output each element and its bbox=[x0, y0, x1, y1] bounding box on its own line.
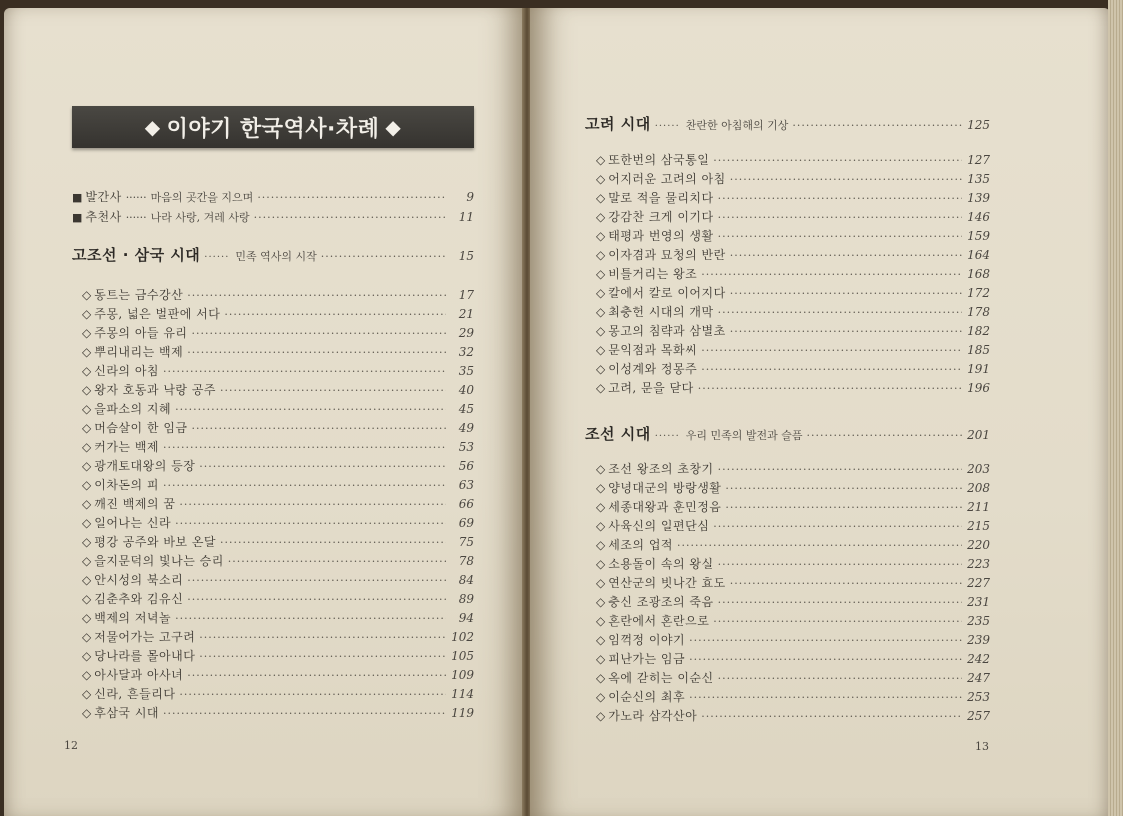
leader-dots bbox=[163, 479, 446, 492]
page-number: 242 bbox=[967, 652, 990, 666]
page-number: 35 bbox=[458, 364, 474, 378]
diamond-bullet-icon: ◇ bbox=[596, 709, 606, 723]
page-number: 56 bbox=[458, 459, 474, 473]
toc-entry[interactable] bbox=[596, 246, 990, 263]
leader-dots bbox=[701, 363, 962, 376]
diamond-bullet-icon: ◇ bbox=[596, 153, 606, 167]
front-matter-entry[interactable] bbox=[72, 208, 474, 225]
leader-dots bbox=[689, 634, 962, 647]
page-number: 40 bbox=[458, 383, 474, 397]
entry-subtitle: 마음의 곳간을 지으며 bbox=[150, 191, 254, 204]
toc-entry[interactable] bbox=[596, 536, 990, 553]
diamond-bullet-icon: ◇ bbox=[82, 706, 92, 720]
page-number: 182 bbox=[967, 324, 990, 338]
diamond-bullet-icon: ◇ bbox=[82, 516, 92, 530]
leader-dots bbox=[718, 558, 962, 571]
page-number: 114 bbox=[451, 687, 474, 701]
page-number: 247 bbox=[967, 671, 990, 685]
leader-dots bbox=[725, 501, 962, 514]
toc-entry[interactable] bbox=[596, 574, 990, 591]
entry-title: 최충헌 시대의 개막 bbox=[608, 305, 714, 319]
diamond-bullet-icon: ◇ bbox=[596, 248, 606, 262]
entry-title: 조선 시대 bbox=[585, 425, 651, 443]
toc-entry[interactable] bbox=[596, 593, 990, 610]
leader-dots bbox=[718, 192, 962, 205]
entry-subtitle: 우리 민족의 발전과 슬픔 bbox=[685, 429, 803, 442]
entry-title: 고려, 문을 닫다 bbox=[608, 381, 694, 395]
page-number: 159 bbox=[967, 229, 990, 243]
page-number: 63 bbox=[458, 478, 474, 492]
toc-entry[interactable] bbox=[82, 476, 474, 493]
toc-title: 이야기 한국역사·차례 bbox=[166, 116, 380, 142]
diamond-bullet-icon: ◇ bbox=[596, 267, 606, 281]
entry-title: 몽고의 침략과 삼별초 bbox=[608, 324, 726, 338]
leader-dots bbox=[228, 555, 446, 568]
leader-dots bbox=[175, 517, 446, 530]
section-heading[interactable] bbox=[585, 113, 990, 134]
page-number: 211 bbox=[967, 500, 990, 514]
toc-entry[interactable] bbox=[596, 189, 990, 206]
toc-entry[interactable] bbox=[596, 631, 990, 648]
leader-dots bbox=[713, 154, 962, 167]
entry-subtitle: 나라 사랑, 겨레 사랑 bbox=[150, 211, 250, 224]
page-number: 215 bbox=[967, 519, 990, 533]
page-number: 105 bbox=[451, 649, 474, 663]
page-number: 32 bbox=[458, 345, 474, 359]
toc-entry[interactable] bbox=[596, 227, 990, 244]
entry-title: 양녕대군의 방랑생활 bbox=[608, 481, 722, 495]
toc-entry[interactable] bbox=[596, 303, 990, 320]
page-number: 109 bbox=[451, 668, 474, 682]
diamond-bullet-icon: ◇ bbox=[596, 595, 606, 609]
leader-dots bbox=[163, 707, 446, 720]
toc-entry[interactable] bbox=[82, 400, 474, 417]
leader-dots bbox=[192, 327, 446, 340]
leader-dots: ······ bbox=[654, 431, 680, 442]
diamond-bullet-icon: ◇ bbox=[82, 383, 92, 397]
diamond-bullet-icon: ◇ bbox=[82, 478, 92, 492]
entry-title: 가노라 삼각산아 bbox=[608, 709, 698, 723]
entry-subtitle: 찬란한 아침해의 기상 bbox=[685, 119, 789, 132]
square-bullet-icon: ■ bbox=[72, 191, 83, 204]
leader-dots bbox=[677, 539, 962, 552]
diamond-bullet-icon: ◇ bbox=[596, 557, 606, 571]
diamond-bullet-icon: ◇ bbox=[82, 554, 92, 568]
page-number: 168 bbox=[967, 267, 990, 281]
page-number: 220 bbox=[967, 538, 990, 552]
leader-dots bbox=[689, 691, 962, 704]
toc-entry[interactable] bbox=[596, 555, 990, 572]
page-number: 102 bbox=[451, 630, 474, 644]
leader-dots bbox=[713, 615, 962, 628]
page-number: 9 bbox=[466, 190, 474, 204]
diamond-bullet-icon: ◇ bbox=[82, 326, 92, 340]
leader-dots bbox=[701, 710, 962, 723]
toc-entry[interactable] bbox=[596, 707, 990, 724]
diamond-bullet-icon: ◇ bbox=[82, 402, 92, 416]
toc-entry[interactable] bbox=[82, 419, 474, 436]
entry-title: 고조선 · 삼국 시대 bbox=[72, 246, 201, 264]
diamond-bullet-icon: ◇ bbox=[596, 519, 606, 533]
page-number: 203 bbox=[967, 462, 990, 476]
leader-dots bbox=[199, 631, 446, 644]
leader-dots bbox=[187, 574, 446, 587]
toc-entry[interactable] bbox=[82, 533, 474, 550]
entry-subtitle: 민족 역사의 시작 bbox=[235, 250, 317, 263]
toc-entry[interactable] bbox=[596, 460, 990, 477]
diamond-bullet-icon: ◇ bbox=[82, 611, 92, 625]
toc-entry[interactable] bbox=[82, 381, 474, 398]
toc-entry[interactable] bbox=[82, 457, 474, 474]
entry-title: 고려 시대 bbox=[585, 115, 651, 133]
leader-dots: ······ bbox=[204, 252, 230, 263]
leader-dots bbox=[730, 249, 962, 262]
diamond-bullet-icon: ◇ bbox=[82, 573, 92, 587]
page-number: 231 bbox=[967, 595, 990, 609]
leader-dots bbox=[199, 650, 446, 663]
entry-title: 을지문덕의 빛나는 승리 bbox=[94, 554, 224, 568]
toc-entry[interactable] bbox=[596, 265, 990, 282]
leader-dots bbox=[792, 119, 962, 132]
leader-dots: ······ bbox=[125, 191, 147, 204]
diamond-bullet-icon: ◇ bbox=[596, 633, 606, 647]
leader-dots bbox=[192, 422, 446, 435]
entry-title: 문익점과 목화씨 bbox=[608, 343, 698, 357]
leader-dots bbox=[163, 365, 446, 378]
diamond-bullet-icon: ◇ bbox=[82, 497, 92, 511]
diamond-bullet-icon: ◇ bbox=[82, 364, 92, 378]
toc-entry[interactable] bbox=[596, 479, 990, 496]
leader-dots bbox=[807, 429, 962, 442]
page-number: 135 bbox=[967, 172, 990, 186]
entry-title: 평강 공주와 바보 온달 bbox=[94, 535, 217, 549]
page-number: 49 bbox=[458, 421, 474, 435]
leader-dots bbox=[187, 593, 446, 606]
entry-title: 신라의 아침 bbox=[94, 364, 160, 378]
entry-title: 머슴살이 한 임금 bbox=[94, 421, 188, 435]
toc-entry[interactable] bbox=[82, 305, 474, 322]
entry-title: 연산군의 빗나간 효도 bbox=[608, 576, 726, 590]
page-number: 208 bbox=[967, 481, 990, 495]
diamond-bullet-icon: ◇ bbox=[596, 462, 606, 476]
diamond-bullet-icon: ◇ bbox=[596, 210, 606, 224]
diamond-bullet-icon: ◇ bbox=[596, 538, 606, 552]
toc-entry[interactable] bbox=[596, 498, 990, 515]
toc-entry[interactable] bbox=[596, 322, 990, 339]
leader-dots bbox=[321, 250, 446, 263]
leader-dots bbox=[220, 536, 446, 549]
leader-dots bbox=[689, 653, 962, 666]
diamond-icon: ◆ bbox=[385, 115, 402, 139]
leader-dots: ······ bbox=[654, 121, 680, 132]
page-number: 15 bbox=[458, 249, 474, 263]
leader-dots bbox=[701, 344, 962, 357]
toc-entry[interactable] bbox=[596, 341, 990, 358]
entry-title: 저물어가는 고구려 bbox=[94, 630, 196, 644]
diamond-bullet-icon: ◇ bbox=[596, 324, 606, 338]
diamond-bullet-icon: ◇ bbox=[82, 459, 92, 473]
leader-dots bbox=[730, 173, 962, 186]
diamond-bullet-icon: ◇ bbox=[82, 345, 92, 359]
page-number: 227 bbox=[967, 576, 990, 590]
leader-dots bbox=[187, 669, 446, 682]
entry-title: 말로 적을 물리치다 bbox=[608, 191, 714, 205]
toc-entry[interactable] bbox=[82, 362, 474, 379]
toc-title-banner bbox=[72, 106, 474, 148]
toc-entry[interactable] bbox=[596, 284, 990, 301]
page-number: 164 bbox=[967, 248, 990, 262]
diamond-bullet-icon: ◇ bbox=[596, 286, 606, 300]
entry-title: 충신 조광조의 죽음 bbox=[608, 595, 714, 609]
entry-title: 안시성의 북소리 bbox=[94, 573, 184, 587]
diamond-bullet-icon: ◇ bbox=[596, 481, 606, 495]
front-matter-entry[interactable] bbox=[72, 188, 474, 205]
page-number: 75 bbox=[458, 535, 474, 549]
toc-entry[interactable] bbox=[596, 360, 990, 377]
page-number: 223 bbox=[967, 557, 990, 571]
diamond-bullet-icon: ◇ bbox=[82, 421, 92, 435]
page-number: 127 bbox=[967, 153, 990, 167]
page-number: 253 bbox=[967, 690, 990, 704]
toc-entry[interactable] bbox=[82, 628, 474, 645]
diamond-bullet-icon: ◇ bbox=[82, 592, 92, 606]
leader-dots bbox=[175, 612, 446, 625]
entry-title: 강감찬 크게 이기다 bbox=[608, 210, 714, 224]
leader-dots bbox=[730, 577, 962, 590]
entry-title: 또한번의 삼국통일 bbox=[608, 153, 710, 167]
page-number: 196 bbox=[967, 381, 990, 395]
diamond-bullet-icon: ◇ bbox=[82, 687, 92, 701]
entry-title: 당나라를 몰아내다 bbox=[94, 649, 196, 663]
leader-dots bbox=[730, 287, 962, 300]
entry-title: 임꺽정 이야기 bbox=[608, 633, 686, 647]
leader-dots bbox=[179, 688, 446, 701]
leader-dots bbox=[187, 289, 446, 302]
page-number: 11 bbox=[458, 210, 474, 224]
entry-title: 아사달과 아사녀 bbox=[94, 668, 184, 682]
page-number: 53 bbox=[458, 440, 474, 454]
entry-title: 백제의 저녁놀 bbox=[94, 611, 172, 625]
toc-entry[interactable] bbox=[82, 571, 474, 588]
toc-entry[interactable] bbox=[596, 517, 990, 534]
page-number: 257 bbox=[967, 709, 990, 723]
leader-dots bbox=[220, 384, 446, 397]
page-number: 78 bbox=[458, 554, 474, 568]
leader-dots bbox=[718, 211, 962, 224]
leader-dots bbox=[725, 482, 962, 495]
diamond-bullet-icon: ◇ bbox=[82, 630, 92, 644]
square-bullet-icon: ■ bbox=[72, 211, 83, 224]
page-number: 185 bbox=[967, 343, 990, 357]
entry-title: 태평과 번영의 생활 bbox=[608, 229, 714, 243]
entry-title: 신라, 흔들리다 bbox=[94, 687, 176, 701]
page-number: 119 bbox=[451, 706, 474, 720]
diamond-bullet-icon: ◇ bbox=[596, 229, 606, 243]
toc-entry[interactable] bbox=[596, 151, 990, 168]
leader-dots bbox=[179, 498, 446, 511]
diamond-bullet-icon: ◇ bbox=[596, 305, 606, 319]
page-number: 178 bbox=[967, 305, 990, 319]
toc-entry[interactable] bbox=[82, 590, 474, 607]
diamond-bullet-icon: ◇ bbox=[596, 172, 606, 186]
toc-entry[interactable] bbox=[82, 495, 474, 512]
diamond-bullet-icon: ◇ bbox=[82, 307, 92, 321]
entry-title: 주몽, 넓은 벌판에 서다 bbox=[94, 307, 221, 321]
page-number: 84 bbox=[458, 573, 474, 587]
entry-title: 이순신의 최후 bbox=[608, 690, 686, 704]
entry-title: 을파소의 지혜 bbox=[94, 402, 172, 416]
toc-entry[interactable] bbox=[596, 669, 990, 686]
entry-title: 비틀거리는 왕조 bbox=[608, 267, 698, 281]
leader-dots bbox=[718, 596, 962, 609]
page-number: 125 bbox=[967, 118, 990, 132]
page-number: 21 bbox=[458, 307, 474, 321]
toc-entry[interactable] bbox=[82, 343, 474, 360]
leader-dots bbox=[701, 268, 962, 281]
entry-title: 소용돌이 속의 왕실 bbox=[608, 557, 714, 571]
page-number: 139 bbox=[967, 191, 990, 205]
toc-entry[interactable] bbox=[596, 650, 990, 667]
leader-dots bbox=[713, 520, 962, 533]
page-number: 29 bbox=[458, 326, 474, 340]
leader-dots bbox=[718, 306, 962, 319]
toc-entry[interactable] bbox=[82, 609, 474, 626]
entry-title: 이차돈의 피 bbox=[94, 478, 160, 492]
entry-title: 이성계와 정몽주 bbox=[608, 362, 698, 376]
entry-title: 왕자 호동과 낙랑 공주 bbox=[94, 383, 217, 397]
page-number: 201 bbox=[967, 428, 990, 442]
entry-title: 사육신의 일편단심 bbox=[608, 519, 710, 533]
leader-dots bbox=[257, 191, 446, 204]
diamond-bullet-icon: ◇ bbox=[596, 191, 606, 205]
entry-title: 후삼국 시대 bbox=[94, 706, 160, 720]
entry-title: 일어나는 신라 bbox=[94, 516, 172, 530]
entry-title: 뿌리내리는 백제 bbox=[94, 345, 184, 359]
leader-dots bbox=[187, 346, 446, 359]
toc-entry[interactable] bbox=[82, 666, 474, 683]
page-number: 239 bbox=[967, 633, 990, 647]
leader-dots bbox=[718, 672, 962, 685]
leader-dots bbox=[175, 403, 446, 416]
page-number: 146 bbox=[967, 210, 990, 224]
diamond-bullet-icon: ◇ bbox=[82, 668, 92, 682]
page-number: 17 bbox=[458, 288, 474, 302]
diamond-bullet-icon: ◇ bbox=[82, 288, 92, 302]
page-number: 89 bbox=[458, 592, 474, 606]
toc-entry[interactable] bbox=[82, 514, 474, 531]
toc-entry[interactable] bbox=[596, 688, 990, 705]
entry-title: 조선 왕조의 초창기 bbox=[608, 462, 714, 476]
toc-entry[interactable] bbox=[82, 685, 474, 702]
diamond-bullet-icon: ◇ bbox=[596, 500, 606, 514]
diamond-bullet-icon: ◇ bbox=[596, 343, 606, 357]
entry-title: 칼에서 칼로 이어지다 bbox=[608, 286, 726, 300]
toc-entry[interactable] bbox=[82, 552, 474, 569]
diamond-bullet-icon: ◇ bbox=[596, 576, 606, 590]
entry-title: 주몽의 아들 유리 bbox=[94, 326, 188, 340]
leader-dots bbox=[254, 211, 446, 224]
diamond-bullet-icon: ◇ bbox=[82, 535, 92, 549]
diamond-bullet-icon: ◇ bbox=[596, 362, 606, 376]
right-folio: 13 bbox=[975, 740, 989, 753]
leader-dots bbox=[718, 230, 962, 243]
entry-title: 추천사 bbox=[85, 210, 122, 224]
diamond-bullet-icon: ◇ bbox=[596, 652, 606, 666]
page-number: 66 bbox=[458, 497, 474, 511]
page-number: 235 bbox=[967, 614, 990, 628]
leader-dots bbox=[163, 441, 446, 454]
entry-title: 피난가는 임금 bbox=[608, 652, 686, 666]
diamond-bullet-icon: ◇ bbox=[596, 671, 606, 685]
page-number: 191 bbox=[967, 362, 990, 376]
entry-title: 세종대왕과 훈민정음 bbox=[608, 500, 722, 514]
entry-title: 어지러운 고려의 아침 bbox=[608, 172, 726, 186]
toc-entry[interactable] bbox=[82, 704, 474, 721]
toc-entry[interactable] bbox=[596, 208, 990, 225]
toc-entry[interactable] bbox=[596, 170, 990, 187]
leader-dots bbox=[199, 460, 446, 473]
page-number: 172 bbox=[967, 286, 990, 300]
leader-dots bbox=[730, 325, 962, 338]
diamond-bullet-icon: ◇ bbox=[596, 381, 606, 395]
toc-entry[interactable] bbox=[82, 647, 474, 664]
entry-title: 발간사 bbox=[85, 190, 122, 204]
page-edges bbox=[1108, 0, 1123, 816]
section-heading[interactable] bbox=[585, 423, 990, 444]
diamond-bullet-icon: ◇ bbox=[82, 649, 92, 663]
diamond-bullet-icon: ◇ bbox=[82, 440, 92, 454]
leader-dots bbox=[224, 308, 446, 321]
leader-dots: ······ bbox=[125, 211, 147, 224]
toc-entry[interactable] bbox=[596, 379, 990, 396]
toc-entry[interactable] bbox=[82, 438, 474, 455]
page-number: 94 bbox=[458, 611, 474, 625]
diamond-bullet-icon: ◇ bbox=[596, 614, 606, 628]
page-number: 69 bbox=[458, 516, 474, 530]
toc-entry[interactable] bbox=[596, 612, 990, 629]
entry-title: 옥에 갇히는 이순신 bbox=[608, 671, 714, 685]
entry-title: 깨진 백제의 꿈 bbox=[94, 497, 176, 511]
toc-entry[interactable] bbox=[82, 286, 474, 303]
leader-dots bbox=[718, 463, 962, 476]
section-heading[interactable] bbox=[72, 244, 474, 265]
diamond-icon: ◆ bbox=[144, 115, 161, 139]
entry-title: 김춘추와 김유신 bbox=[94, 592, 184, 606]
entry-title: 세조의 업적 bbox=[608, 538, 674, 552]
entry-title: 이자겸과 묘청의 반란 bbox=[608, 248, 726, 262]
leader-dots bbox=[698, 382, 962, 395]
entry-title: 커가는 백제 bbox=[94, 440, 160, 454]
diamond-bullet-icon: ◇ bbox=[596, 690, 606, 704]
entry-title: 혼란에서 혼란으로 bbox=[608, 614, 710, 628]
entry-title: 광개토대왕의 등장 bbox=[94, 459, 196, 473]
entry-title: 동트는 금수강산 bbox=[94, 288, 184, 302]
toc-entry[interactable] bbox=[82, 324, 474, 341]
left-folio: 12 bbox=[64, 739, 78, 752]
page-number: 45 bbox=[458, 402, 474, 416]
